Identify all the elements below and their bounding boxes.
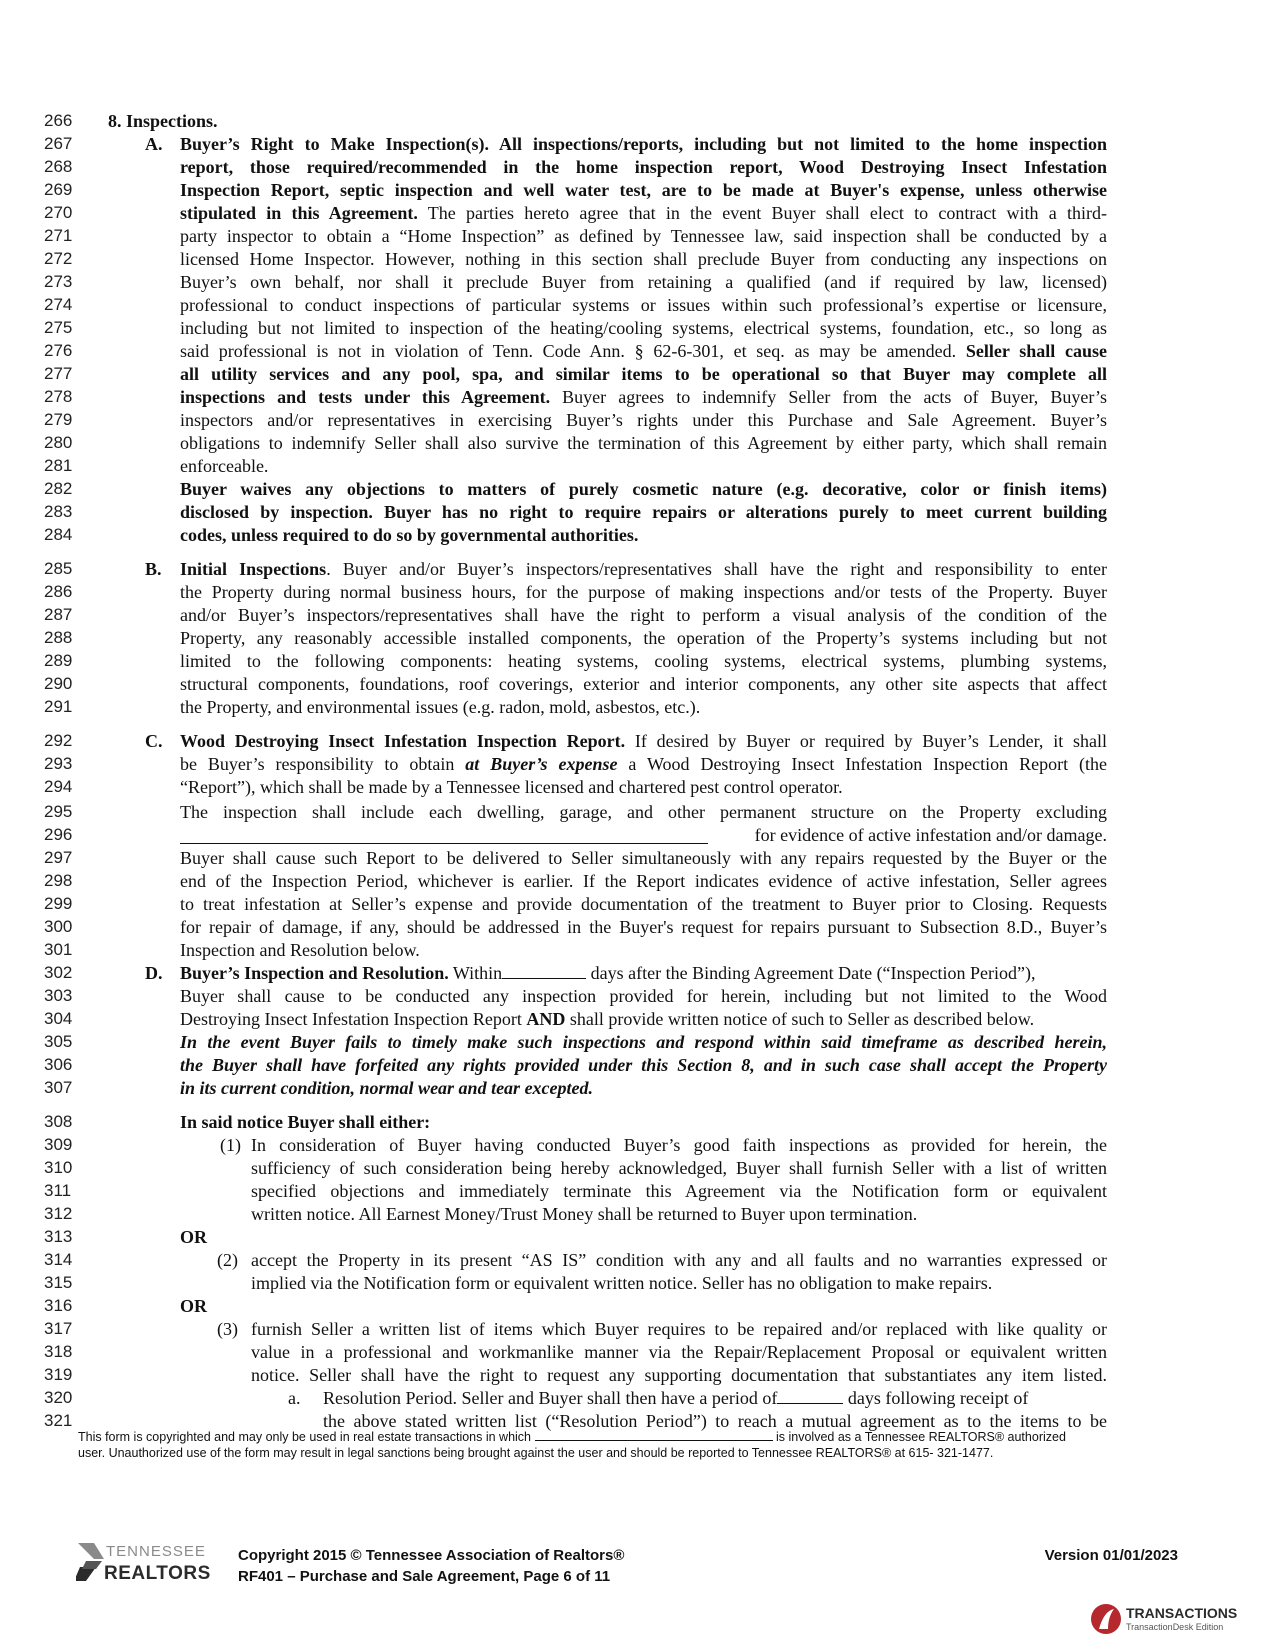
- line-number: 268: [44, 157, 73, 176]
- line-number: 304: [44, 1009, 73, 1028]
- paragraph-line: to treat infestation at Seller’s expense and provide documentation of the treatment to Buyer prior to Closing. Requests: [180, 894, 1107, 914]
- paragraph-line: Buyer shall cause to be conducted any inspection provided for herein, including but not limited to the Wood: [180, 986, 1107, 1006]
- text-run: If desired by Buyer or required by Buyer’s Lender, it shall: [625, 731, 1107, 751]
- paragraph-line: [180, 201, 1107, 225]
- version-label: Version 01/01/2023: [1044, 1547, 1178, 1564]
- paragraph-line: specified objections and immediately terminate this Agreement via the Notification form or equivalent: [251, 1181, 1107, 1201]
- paragraph-line: Buyer’s own behalf, nor shall it preclude Buyer from retaining a qualified (and if required by law, licensed): [180, 272, 1107, 292]
- paragraph-line: codes, unless required to do so by governmental authorities.: [180, 525, 639, 545]
- line-number: 310: [44, 1158, 73, 1177]
- paragraph-line: in its current condition, normal wear and tear excepted.: [180, 1078, 594, 1098]
- line-number: 282: [44, 479, 73, 498]
- paragraph-line: the Property, and environmental issues (e.g. radon, mold, asbestos, etc.).: [180, 697, 701, 717]
- form-title: RF401 – Purchase and Sale Agreement, Page 6 of 11: [238, 1568, 611, 1585]
- paragraph-line: structural components, foundations, roof coverings, exterior and interior components, any other site aspects that affect: [180, 674, 1107, 694]
- licensee-blank-field[interactable]: [535, 1429, 773, 1441]
- logo-text-tennessee: TENNESSEE: [106, 1543, 206, 1560]
- paragraph-line: In the event Buyer fails to timely make such inspections and respond within said timeframe as described herein,: [180, 1032, 1107, 1052]
- line-number: 317: [44, 1319, 73, 1338]
- option-label-3: (3): [217, 1319, 238, 1339]
- line-number: 273: [44, 272, 73, 291]
- paragraph-line: [180, 729, 1107, 753]
- paragraph-line: Inspection Report, septic inspection and well water test, are to be made at Buyer's expense, unless otherwise: [180, 180, 1107, 200]
- paragraph-line: end of the Inspection Period, whichever is earlier. If the Report indicates evidence of active infestation, Seller agrees: [180, 871, 1107, 891]
- paragraph-line: obligations to indemnify Seller shall also survive the termination of this Agreement by either party, which shall remain: [180, 433, 1107, 453]
- paragraph-line: The inspection shall include each dwelling, garage, and other permanent structure on the Property excluding: [180, 802, 1107, 822]
- paragraph-line: Buyer waives any objections to matters of purely cosmetic nature (e.g. decorative, color or finish items): [180, 479, 1107, 499]
- line-number: 297: [44, 848, 73, 867]
- line-number: 287: [44, 605, 73, 624]
- paragraph-line: Property, any reasonably accessible installed components, the operation of the Property’s systems including but not: [180, 628, 1107, 648]
- line-number: 278: [44, 387, 73, 406]
- subsection-label-a: A.: [145, 134, 163, 154]
- text-run: . Buyer and/or Buyer’s inspectors/representatives shall have the right and responsibility to enter: [326, 559, 1107, 579]
- tx-logo-title: TRANSACTIONS: [1126, 1605, 1238, 1621]
- section-title: 8. Inspections.: [108, 111, 218, 131]
- transactions-mark-icon: [1090, 1601, 1240, 1635]
- paragraph-line: the Property during normal business hours, for the purpose of making inspections and/or tests of the Property. Buyer: [180, 582, 1107, 602]
- paragraph-line: party inspector to obtain a “Home Inspection” as defined by Tennessee law, said inspection shall be conducted by a: [180, 226, 1107, 246]
- paragraph-line: the Buyer shall have forfeited any rights provided under this Section 8, and in such case shall accept the Property: [180, 1055, 1107, 1075]
- line-number: 295: [44, 802, 73, 821]
- line-number: 280: [44, 433, 73, 452]
- line-number: 276: [44, 341, 73, 360]
- line-number: 300: [44, 917, 73, 936]
- line-number: 267: [44, 134, 73, 153]
- bold-phrase: stipulated in this Agreement.: [180, 203, 418, 223]
- line-number: 269: [44, 180, 73, 199]
- logo-text-realtors: REALTORS: [104, 1563, 211, 1584]
- exclusion-blank-field[interactable]: [180, 827, 708, 844]
- line-number: 286: [44, 582, 73, 601]
- paragraph-line: [180, 823, 1107, 847]
- line-number: 311: [44, 1181, 72, 1200]
- or-separator: OR: [180, 1296, 207, 1316]
- line-number: 281: [44, 456, 73, 475]
- text-run: days following receipt of: [843, 1388, 1029, 1408]
- line-number: 320: [44, 1388, 73, 1407]
- paragraph-line: furnish Seller a written list of items which Buyer requires to be repaired and/or replaced with like quality or: [251, 1319, 1107, 1339]
- line-number: 306: [44, 1055, 73, 1074]
- line-number: 291: [44, 697, 73, 716]
- paragraph-line: Inspection and Resolution below.: [180, 940, 420, 960]
- text-run: Buyer agrees to indemnify Seller from the acts of Buyer, Buyer’s: [550, 387, 1108, 407]
- bold-phrase: inspections and tests under this Agreement.: [180, 387, 551, 407]
- inspection-days-blank-field[interactable]: [502, 962, 586, 979]
- line-number: 321: [44, 1411, 73, 1430]
- line-number: 305: [44, 1032, 73, 1051]
- paragraph-line: In said notice Buyer shall either:: [180, 1112, 431, 1132]
- line-number: 309: [44, 1135, 73, 1154]
- paragraph-line: In consideration of Buyer having conducted Buyer’s good faith inspections as provided for herein, the: [251, 1135, 1107, 1155]
- line-number: 319: [44, 1365, 73, 1384]
- sub-option-label-a: a.: [288, 1388, 301, 1408]
- line-number: 279: [44, 410, 73, 429]
- paragraph-line: inspectors and/or representatives in exercising Buyer’s rights under this Purchase and Sale Agreement. Buyer’s: [180, 410, 1107, 430]
- line-number: 289: [44, 651, 73, 670]
- option-label-2: (2): [217, 1250, 238, 1270]
- line-number: 316: [44, 1296, 73, 1315]
- line-number: 285: [44, 559, 73, 578]
- text-run: Resolution Period. Seller and Buyer shall then have a period of: [323, 1388, 778, 1408]
- paragraph-line: “Report”), which shall be made by a Tennessee licensed and chartered pest control operator.: [180, 777, 843, 797]
- line-number: 277: [44, 364, 73, 383]
- line-number: 318: [44, 1342, 73, 1361]
- line-number: 293: [44, 754, 73, 773]
- text-run: said professional is not in violation of Tenn. Code Ann. § 62-6-301, et seq. as may be amended.: [180, 341, 966, 361]
- paragraph-line: professional to conduct inspections of particular systems or issues within such professional’s expertise or licensure,: [180, 295, 1107, 315]
- paragraph-line: the above stated written list (“Resolution Period”) to reach a mutual agreement as to the items to be: [323, 1411, 1107, 1431]
- paragraph-line: [180, 961, 1107, 985]
- line-number: 303: [44, 986, 73, 1005]
- text-run: for evidence of active infestation and/or damage.: [754, 825, 1107, 845]
- line-number: 275: [44, 318, 73, 337]
- paragraph-line: report, those required/recommended in the home inspection report, Wood Destroying Insect Infestation: [180, 157, 1107, 177]
- line-number: 314: [44, 1250, 73, 1269]
- line-number: 296: [44, 825, 73, 844]
- transactions-logo: [1090, 1601, 1240, 1635]
- line-number: 315: [44, 1273, 73, 1292]
- paragraph-line: accept the Property in its present “AS IS” condition with any and all faults and no warranties expressed or: [251, 1250, 1107, 1270]
- line-number: 292: [44, 731, 73, 750]
- line-number: 298: [44, 871, 73, 890]
- paragraph-line: Buyer’s Right to Make Inspection(s). All inspections/reports, including but not limited to the home inspection: [180, 134, 1107, 154]
- paragraph-line: written notice. All Earnest Money/Trust Money shall be returned to Buyer upon termination.: [251, 1204, 918, 1224]
- bold-phrase: Wood Destroying Insect Infestation Inspection Report.: [180, 731, 626, 751]
- paragraph-line: enforceable.: [180, 456, 269, 476]
- copyright-notice-line-2: user. Unauthorized use of the form may result in legal sanctions being brought against the user and should be reported to Tennessee REALTORS® at 615- 321-1477.: [78, 1446, 994, 1460]
- paragraph-line: implied via the Notification form or equivalent written notice. Seller has no obligation to make repairs.: [251, 1273, 993, 1293]
- bold-phrase: Seller shall cause: [965, 341, 1107, 361]
- text-run: The parties hereto agree that in the event Buyer shall elect to contract with a third-: [417, 203, 1107, 223]
- text-run: a Wood Destroying Insect Infestation Inspection Report (the: [617, 754, 1107, 774]
- line-number: 283: [44, 502, 73, 521]
- line-number: 308: [44, 1112, 73, 1131]
- line-number: 272: [44, 249, 73, 268]
- line-number: 266: [44, 111, 73, 130]
- line-number: 312: [44, 1204, 73, 1223]
- subsection-label-c: C.: [145, 731, 163, 751]
- line-number: 294: [44, 777, 73, 796]
- paragraph-line: [180, 339, 1107, 363]
- line-number: 284: [44, 525, 73, 544]
- line-number: 288: [44, 628, 73, 647]
- resolution-days-blank-field[interactable]: [777, 1387, 843, 1404]
- paragraph-line: [180, 752, 1107, 776]
- text-run: days after the Binding Agreement Date (“Inspection Period”),: [586, 963, 1036, 983]
- paragraph-line: notice. Seller shall have the right to request any supporting documentation that substantiates any item listed.: [251, 1365, 1107, 1385]
- bold-italic-phrase: at Buyer’s expense: [465, 754, 618, 774]
- paragraph-line: Buyer shall cause such Report to be delivered to Seller simultaneously with any repairs requested by the Buyer or the: [180, 848, 1107, 868]
- text-run: shall provide written notice of such to Seller as described below.: [565, 1009, 1035, 1029]
- realtors-mark-icon: [76, 1537, 211, 1585]
- copyright-line: Copyright 2015 © Tennessee Association of Realtors®: [238, 1547, 625, 1564]
- paragraph-line: and/or Buyer’s inspectors/representatives shall have the right to perform a visual analysis of the condition of the: [180, 605, 1107, 625]
- line-number: 299: [44, 894, 73, 913]
- line-number: 270: [44, 203, 73, 222]
- bold-phrase: Buyer’s Inspection and Resolution.: [180, 963, 449, 983]
- paragraph-line: [323, 1386, 1107, 1410]
- paragraph-line: sufficiency of such consideration being hereby acknowledged, Buyer shall furnish Seller with a list of written: [251, 1158, 1107, 1178]
- text-run: Destroying Insect Infestation Inspection Report: [180, 1009, 527, 1029]
- line-number: 313: [44, 1227, 73, 1246]
- bold-phrase: AND: [526, 1009, 566, 1029]
- paragraph-line: [180, 385, 1107, 409]
- copyright-notice: [78, 1429, 1208, 1445]
- notice-text: is involved as a Tennessee REALTORS® authorized: [775, 1430, 1066, 1444]
- subsection-label-d: D.: [145, 963, 163, 983]
- option-label-1: (1): [220, 1135, 241, 1155]
- tx-logo-subtitle: TransactionDesk Edition: [1126, 1622, 1224, 1632]
- text-run: be Buyer’s responsibility to obtain: [180, 754, 466, 774]
- text-run: Within: [448, 963, 503, 983]
- paragraph-line: disclosed by inspection. Buyer has no right to require repairs or alterations purely to meet current building: [180, 502, 1107, 522]
- line-number: 302: [44, 963, 73, 982]
- paragraph-line: all utility services and any pool, spa, and similar items to be operational so that Buyer may complete all: [180, 364, 1107, 384]
- paragraph-line: value in a professional and workmanlike manner via the Repair/Replacement Proposal or equivalent written: [251, 1342, 1107, 1362]
- line-number: 307: [44, 1078, 73, 1097]
- paragraph-line: limited to the following components: heating systems, cooling systems, electrical systems, plumbing systems,: [180, 651, 1107, 671]
- paragraph-line: licensed Home Inspector. However, nothing in this section shall preclude Buyer from conducting any inspections on: [180, 249, 1107, 269]
- line-number: 290: [44, 674, 73, 693]
- tennessee-realtors-logo: [76, 1537, 211, 1585]
- line-number: 274: [44, 295, 73, 314]
- notice-text: This form is copyrighted and may only be used in real estate transactions in which: [78, 1430, 532, 1444]
- or-separator: OR: [180, 1227, 207, 1247]
- paragraph-line: including but not limited to inspection of the heating/cooling systems, electrical systems, foundation, etc., so long as: [180, 318, 1107, 338]
- bold-phrase: Initial Inspections: [180, 559, 327, 579]
- line-number: 301: [44, 940, 73, 959]
- subsection-label-b: B.: [145, 559, 162, 579]
- line-number: 271: [44, 226, 73, 245]
- paragraph-line: for repair of damage, if any, should be addressed in the Buyer's request for repairs pursuant to Subsection 8.D., Buyer’s: [180, 917, 1107, 937]
- paragraph-line: [180, 557, 1107, 581]
- paragraph-line: [180, 1007, 1034, 1031]
